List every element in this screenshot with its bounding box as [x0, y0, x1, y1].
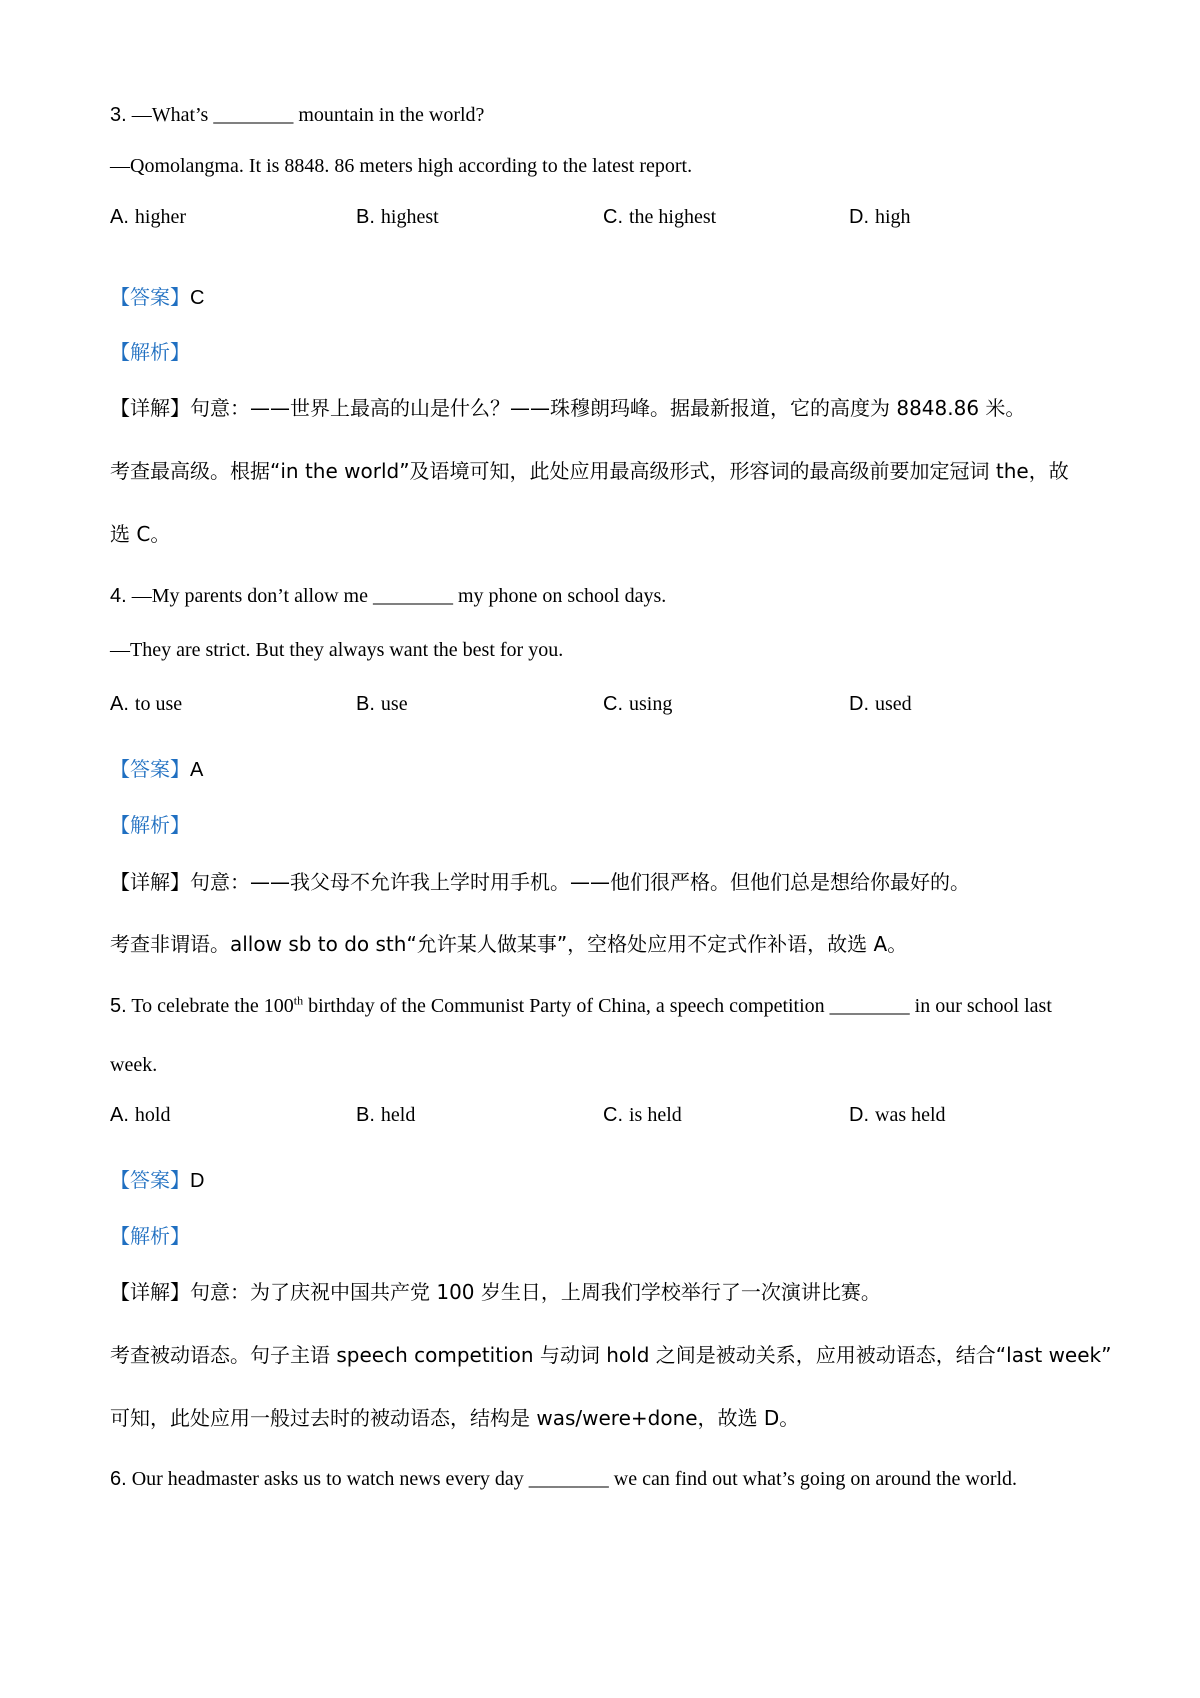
option-letter: D.	[849, 693, 869, 715]
option-text: using	[629, 693, 673, 715]
question-5-prompt-superscript: th	[293, 993, 304, 1008]
detail-text: 句意：——我父母不允许我上学时用手机。——他们很严格。但他们总是想给你最好的。	[190, 870, 970, 894]
option-text: highest	[380, 206, 439, 228]
question-3-answer	[110, 285, 204, 310]
question-4-prompt-text-1: —My parents don’t allow me ________ my phone on school days.	[131, 585, 667, 607]
question-4-detail-line-1	[110, 870, 970, 894]
question-5-option-c	[603, 1103, 682, 1127]
question-3-option-a	[110, 205, 186, 229]
question-6-prompt-text-1: Our headmaster asks us to watch news every day ________ we can find out what’s going on around the world.	[131, 1468, 1018, 1490]
option-letter: A.	[110, 693, 129, 715]
detail-label: 【详解】	[110, 1280, 190, 1304]
question-3-option-b	[356, 205, 439, 229]
question-5-analysis-label: 【解析】	[110, 1224, 190, 1248]
question-4-answer	[110, 757, 203, 782]
question-3-detail-line-1	[110, 396, 1025, 420]
question-4-number: 4.	[110, 585, 127, 607]
question-3-option-d	[849, 205, 911, 229]
detail-text: 句意：为了庆祝中国共产党 100 岁生日，上周我们学校举行了一次演讲比赛。	[190, 1280, 881, 1304]
question-5-detail-line-3: 可知，此处应用一般过去时的被动语态，结构是 was/were+done，故选 D。	[110, 1406, 800, 1430]
detail-label: 【详解】	[110, 396, 190, 420]
option-letter: C.	[603, 206, 623, 228]
question-4-prompt-line-2: —They are strict. But they always want the best for you.	[110, 639, 564, 661]
option-text: used	[875, 693, 912, 715]
question-3-detail-line-2: 考查最高级。根据“in the world”及语境可知，此处应用最高级形式，形容词的最高级前要加定冠词 the，故	[110, 459, 1069, 483]
option-letter: B.	[356, 693, 375, 715]
question-4-option-c	[603, 692, 672, 716]
question-4-detail-line-2: 考查非谓语。allow sb to do sth“允许某人做某事”，空格处应用不定式作补语，故选 A。	[110, 932, 908, 956]
question-4-option-a	[110, 692, 182, 716]
option-letter: B.	[356, 1104, 375, 1126]
question-5-detail-line-1	[110, 1280, 881, 1304]
option-letter: A.	[110, 206, 129, 228]
question-5-number: 5.	[110, 995, 127, 1017]
option-letter: C.	[603, 1104, 623, 1126]
answer-value: D	[190, 1170, 205, 1192]
question-3-options	[110, 205, 1110, 229]
option-text: to use	[134, 693, 183, 715]
question-5-prompt-part-2: birthday of the Communist Party of China, a speech competition ________ in our school last	[303, 995, 1052, 1017]
option-letter: D.	[849, 1104, 869, 1126]
question-5-option-a	[110, 1103, 170, 1127]
question-3-prompt-line-2: —Qomolangma. It is 8848. 86 meters high according to the latest report.	[110, 155, 693, 177]
option-text: was held	[875, 1104, 946, 1126]
option-letter: B.	[356, 206, 375, 228]
answer-label: 【答案】	[110, 285, 190, 309]
option-text: held	[380, 1104, 416, 1126]
option-letter: A.	[110, 1104, 129, 1126]
option-letter: D.	[849, 206, 869, 228]
question-6-prompt-line-1	[110, 1467, 1017, 1491]
question-5-answer	[110, 1168, 204, 1193]
detail-label: 【详解】	[110, 870, 190, 894]
option-text: hold	[134, 1104, 171, 1126]
question-4-prompt-line-1	[110, 584, 666, 608]
answer-label: 【答案】	[110, 1168, 190, 1192]
question-5-option-b	[356, 1103, 415, 1127]
answer-value: A	[190, 759, 204, 781]
answer-value: C	[190, 287, 205, 309]
question-4-analysis-label: 【解析】	[110, 813, 190, 837]
question-5-option-d	[849, 1103, 946, 1127]
option-text: is held	[629, 1104, 682, 1126]
option-text: higher	[134, 206, 186, 228]
question-5-prompt-line-1	[110, 994, 1052, 1018]
question-6-number: 6.	[110, 1468, 127, 1490]
question-5-prompt-line-2: week.	[110, 1054, 158, 1076]
answer-label: 【答案】	[110, 757, 190, 781]
question-3-number: 3.	[110, 104, 127, 126]
option-letter: C.	[603, 693, 623, 715]
question-5-detail-line-2: 考查被动语态。句子主语 speech competition 与动词 hold 之间是被动关系，应用被动语态，结合“last week”	[110, 1343, 1112, 1367]
question-4-option-d	[849, 692, 912, 716]
question-3-prompt-text-1: —What’s ________ mountain in the world?	[131, 104, 485, 126]
question-5-options	[110, 1103, 1110, 1127]
option-text: high	[875, 206, 911, 228]
option-text: use	[380, 693, 408, 715]
question-3-prompt-line-1	[110, 103, 484, 127]
question-4-options	[110, 692, 1110, 716]
option-text: the highest	[629, 206, 717, 228]
question-5-prompt-part-1: To celebrate the 100	[131, 995, 294, 1017]
detail-text: 句意：——世界上最高的山是什么？——珠穆朗玛峰。据最新报道，它的高度为 8848.86 米。	[190, 396, 1026, 420]
question-4-option-b	[356, 692, 408, 716]
question-3-detail-line-3: 选 C。	[110, 522, 171, 546]
question-3-option-c	[603, 205, 716, 229]
question-3-analysis-label: 【解析】	[110, 340, 190, 364]
